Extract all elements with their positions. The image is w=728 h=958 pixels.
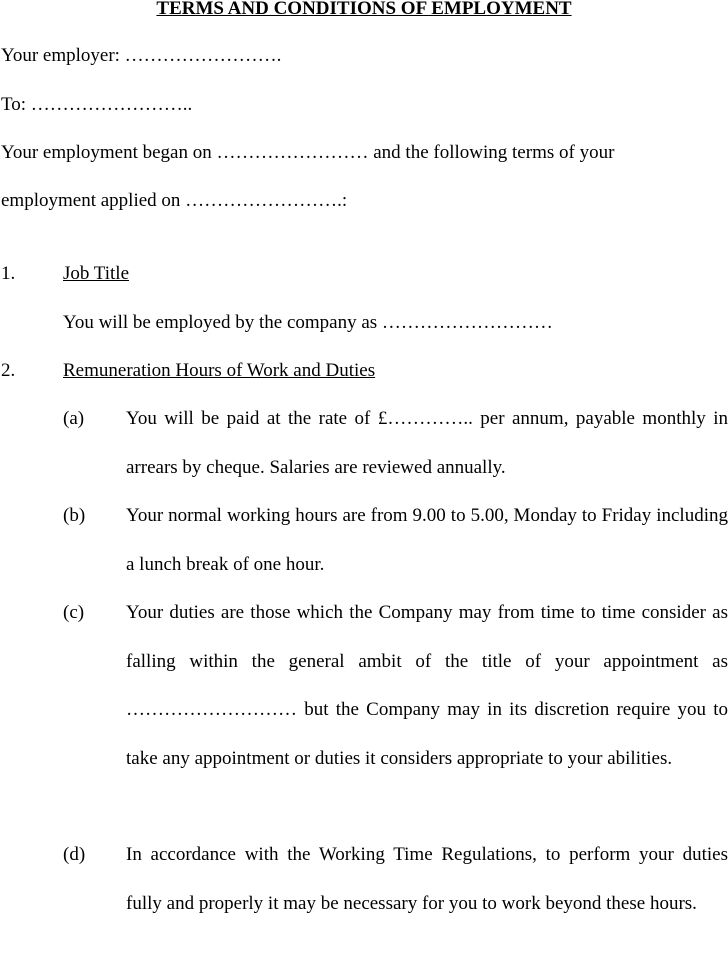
- item-text-pay-rate: You will be paid at the rate of £………….. per annum, payable monthly in arrears by cheque. Salaries are reviewed annually.: [126, 408, 728, 478]
- item-text-working-time-regulations: In accordance with the Working Time Regulations, to perform your duties fully and properly it may be necessary for you to work beyond these hours.: [126, 844, 728, 914]
- item-letter: (c): [63, 602, 85, 623]
- employment-began-line: Your employment began on …………………… and the following terms of your: [1, 142, 615, 163]
- section-heading-job-title: Job Title: [63, 263, 130, 284]
- job-title-text: You will be employed by the company as ………………………: [63, 312, 553, 333]
- item-letter: (d): [63, 844, 86, 865]
- item-text-working-hours: Your normal working hours are from 9.00 to 5.00, Monday to Friday including a lunch break of one hour.: [126, 505, 728, 575]
- to-line: To: ……………………..: [1, 94, 193, 115]
- employment-applied-line: employment applied on …………………….:: [1, 190, 348, 211]
- section-number: 1.: [1, 263, 16, 284]
- item-letter: (b): [63, 505, 86, 526]
- item-letter: (a): [63, 408, 85, 429]
- employer-line: Your employer: …………………….: [1, 45, 282, 66]
- item-text-duties: Your duties are those which the Company may from time to time consider as falling within the general ambit of the title of your appointment as ……………………… but the Company may in its discretion require you to take any appointment or duties it considers appropriate to your abilities.: [126, 602, 728, 769]
- document-title: TERMS AND CONDITIONS OF EMPLOYMENT: [156, 0, 572, 19]
- section-heading-remuneration: Remuneration Hours of Work and Duties: [63, 360, 376, 381]
- section-number: 2.: [1, 360, 16, 381]
